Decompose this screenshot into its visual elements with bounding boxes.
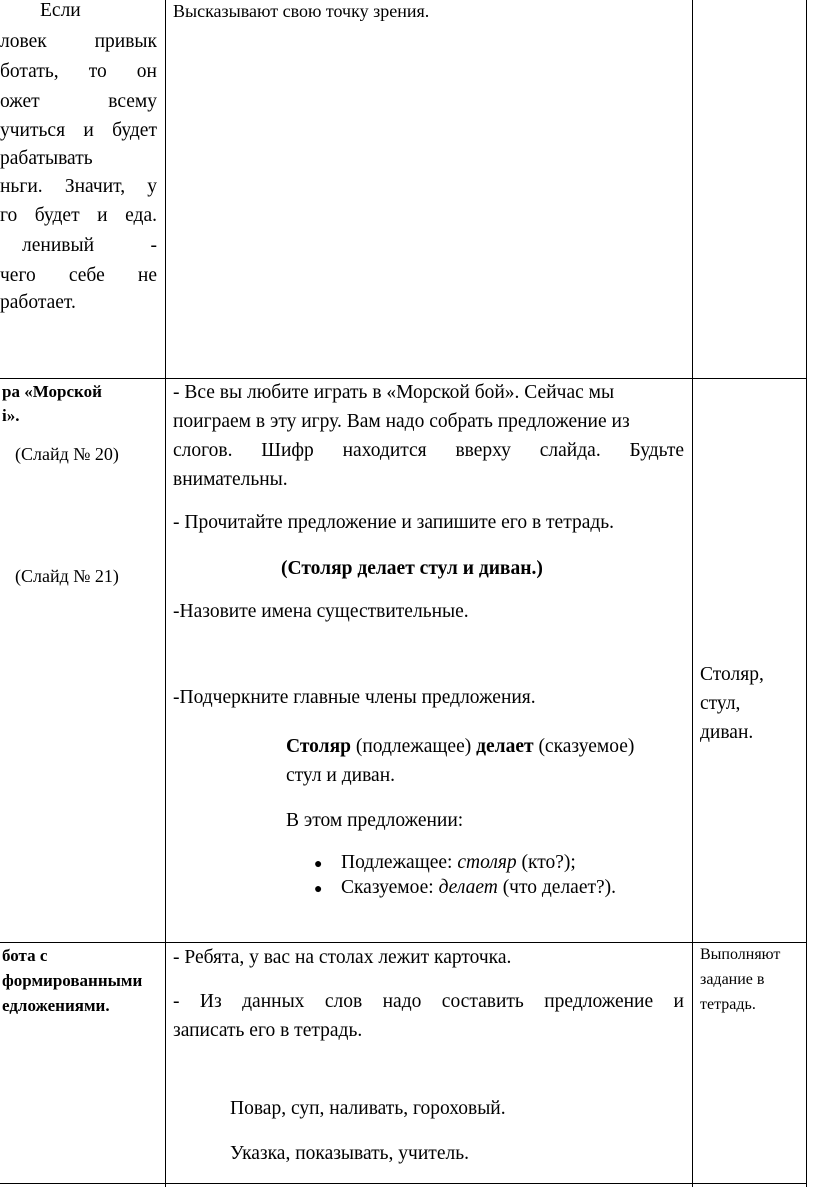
bullet-item-predicate [341, 877, 616, 899]
left-line: учиться и будет [0, 120, 157, 141]
slide-label: (Слайд № 21) [15, 566, 119, 586]
bullet-word: делает [438, 877, 498, 898]
left-line: чего себе не [0, 265, 157, 286]
underline-instruction: -Подчеркните главные члены предложения. [173, 687, 536, 708]
subject-note: (подлежащее) [355, 736, 472, 757]
left-line: рабатывать [0, 148, 93, 169]
name-nouns-instruction: -Назовите имена существительные. [173, 601, 469, 622]
subject-word: Столяр [286, 736, 351, 757]
bullet-icon: ● [314, 882, 323, 897]
bullet-word: столяр [457, 852, 517, 873]
card-instruction: - Ребята, у вас на столах лежит карточка. [173, 947, 512, 968]
game-title: ра «Морской [2, 382, 102, 401]
intro-line: внимательны. [173, 469, 288, 490]
left-line: Если [40, 0, 81, 21]
bullet-icon: ● [314, 857, 323, 872]
predicate-note: (сказуемое) [538, 736, 635, 757]
left-line: ботать, то он [0, 61, 157, 82]
word-set: Повар, суп, наливать, гороховый. [230, 1098, 506, 1119]
predicate-word: делает [476, 736, 534, 757]
bullet-label: Сказуемое: [341, 877, 434, 898]
left-line: ньги. Значит, у [0, 176, 157, 197]
intro-line: - Все вы любите играть в «Морской бой». Сейчас мы [173, 382, 615, 403]
answer-line: стул, [700, 693, 741, 714]
sentence-analysis [286, 736, 634, 758]
bullet-label: Подлежащее: [341, 852, 453, 873]
left-line: ловек привык [0, 31, 157, 52]
compose-instruction: - Из данных слов надо составить предложение и [173, 991, 684, 1012]
stage-title-line: бота с [2, 946, 48, 965]
opinion-text: Высказывают свою точку зрения. [173, 1, 430, 21]
column-divider-left [165, 0, 166, 1187]
left-line: работает. [0, 292, 76, 313]
column-divider-right [692, 0, 693, 1187]
bullet-question: (что делает?). [502, 877, 617, 898]
table-right-border [806, 0, 807, 1187]
read-instruction: - Прочитайте предложение и запишите его в тетрадь. [173, 512, 615, 533]
left-line: го будет и еда. [0, 205, 157, 226]
in-sentence-label: В этом предложении: [286, 810, 464, 831]
answer-line: диван. [700, 722, 754, 743]
left-line: ленивый - [22, 235, 157, 256]
left-line: ожет всему [0, 91, 157, 112]
stage-title-line: едложениями. [2, 996, 110, 1015]
row-divider-2 [0, 942, 807, 943]
result-line: тетрадь. [700, 996, 756, 1013]
intro-line: слогов. Шифр находится вверху слайда. Будьте [173, 440, 684, 461]
table-bottom-border [0, 1183, 807, 1184]
compose-instruction-end: записать его в тетрадь. [173, 1020, 363, 1041]
result-line: задание в [700, 971, 765, 988]
slide-label: (Слайд № 20) [15, 444, 119, 464]
game-title-end: і». [2, 406, 20, 425]
result-line: Выполняют [700, 946, 781, 963]
sentence: (Столяр делает стул и диван.) [281, 558, 543, 579]
stage-title-line: формированными [2, 971, 143, 990]
row-divider-1 [0, 378, 807, 379]
bullet-question: (кто?); [521, 852, 576, 873]
word-set: Указка, показывать, учитель. [230, 1143, 469, 1164]
intro-line: поиграем в эту игру. Вам надо собрать предложение из [173, 411, 630, 432]
rest-of-sentence: стул и диван. [286, 765, 396, 786]
answer-line: Столяр, [700, 664, 764, 685]
bullet-item-subject [341, 852, 576, 874]
